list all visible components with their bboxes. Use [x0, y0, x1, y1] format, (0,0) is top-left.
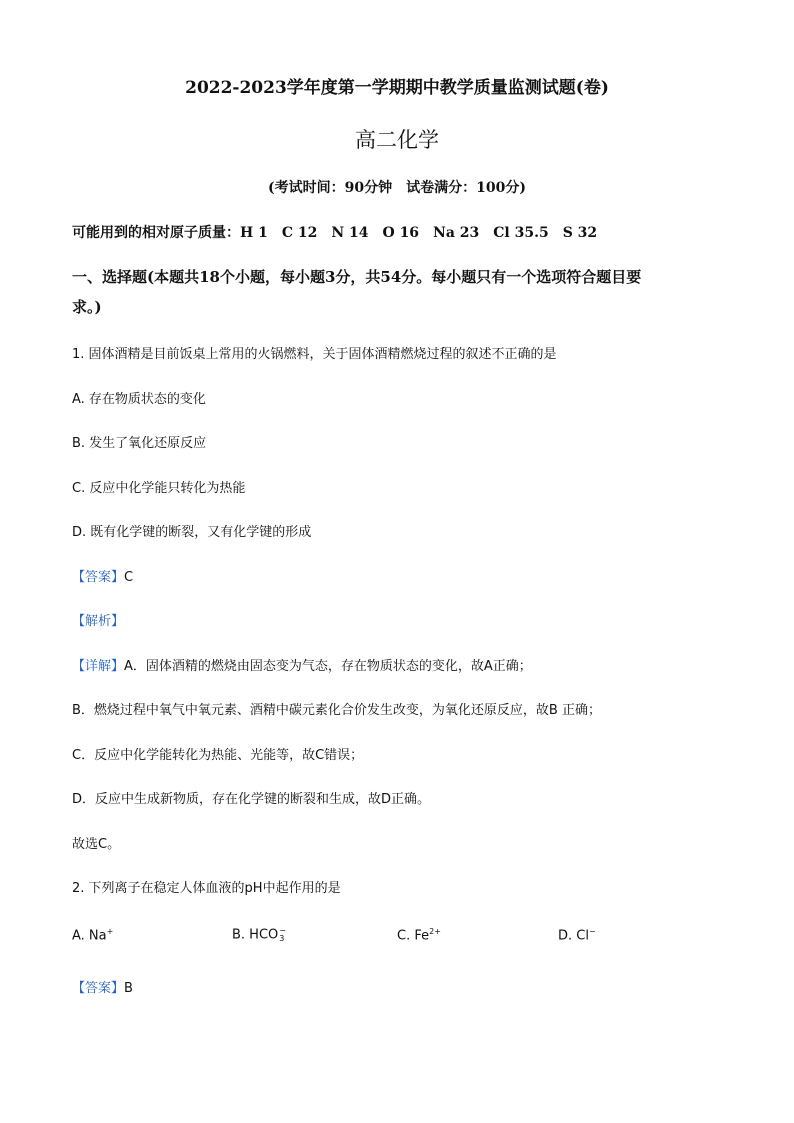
subject-title: 高二化学 — [355, 128, 439, 152]
question-1-detail-b: B．燃烧过程中氧气中氧元素、酒精中碳元素化合价发生改变，为氧化还原反应，故B 正确； — [72, 703, 601, 718]
question-2-option-b — [232, 927, 286, 943]
question-1-answer — [72, 566, 133, 585]
question-1-analysis-tag: 【解析】 — [72, 614, 125, 629]
question-2-stem: 2. 下列离子在稳定人体血液的pH中起作用的是 — [72, 881, 341, 896]
option-c-charge: 2+ — [429, 927, 441, 936]
question-1-conclusion: 故选C。 — [72, 837, 121, 852]
option-c-text: C. Fe — [397, 928, 430, 944]
answer-tag: 【答案】 — [72, 981, 125, 996]
question-1-option-d: D. 既有化学键的断裂，又有化学键的形成 — [72, 525, 312, 540]
question-1-option-c: C. 反应中化学能只转化为热能 — [72, 481, 246, 496]
atomic-mass-line: 可能用到的相对原子质量：H 1 C 12 N 14 O 16 Na 23 Cl 35.5 S 32 — [72, 225, 598, 241]
question-1-detail-d: D．反应中生成新物质，存在化学键的断裂和生成，故D正确。 — [72, 792, 431, 807]
option-b-charge: − — [279, 926, 286, 935]
option-a-text: A. Na — [72, 928, 107, 944]
option-d-charge: − — [588, 927, 596, 936]
question-1-detail-a — [72, 655, 532, 674]
option-b-subscript: 3 — [279, 934, 285, 943]
question-1-detail-c: C．反应中化学能转化为热能、光能等，故C错误； — [72, 748, 364, 763]
question-1-option-a: A. 存在物质状态的变化 — [72, 392, 206, 407]
option-a-charge: + — [106, 927, 114, 936]
exam-title: 2022-2023学年度第一学期期中教学质量监测试题(卷) — [185, 78, 609, 98]
detail-text-a: A．固体酒精的燃烧由固态变为气态，存在物质状态的变化，故A正确； — [124, 659, 532, 674]
question-1-option-b: B. 发生了氧化还原反应 — [72, 436, 207, 451]
section-heading-line1: 一、选择题(本题共18个小题，每小题3分，共54分。每小题只有一个选项符合题目要 — [72, 268, 642, 286]
question-2-option-c — [397, 927, 441, 943]
question-2-answer — [72, 977, 133, 996]
answer-value: B — [124, 981, 133, 996]
option-d-text: D. Cl — [558, 928, 589, 944]
detail-tag: 【详解】 — [72, 659, 125, 674]
question-2-option-a — [72, 927, 113, 943]
option-b-text: B. HCO — [232, 927, 279, 943]
question-2-option-d — [558, 927, 596, 943]
answer-tag: 【答案】 — [72, 570, 125, 585]
question-1-stem: 1. 固体酒精是目前饭桌上常用的火锅燃料，关于固体酒精燃烧过程的叙述不正确的是 — [72, 347, 557, 362]
section-heading-line2: 求。) — [72, 298, 102, 316]
answer-value: C — [124, 570, 134, 585]
exam-info: (考试时间：90分钟 试卷满分：100分) — [268, 180, 526, 196]
